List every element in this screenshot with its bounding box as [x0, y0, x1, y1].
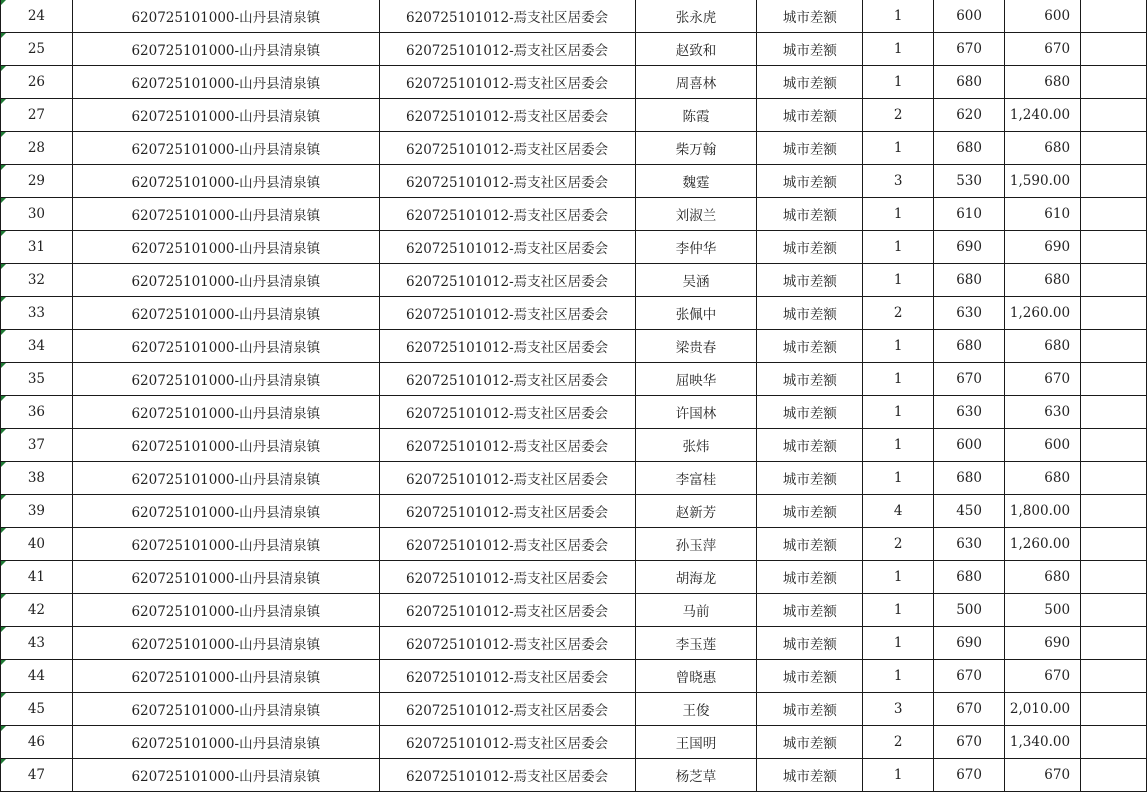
cell-town[interactable]: 620725101000-山丹县清泉镇 [72, 264, 379, 297]
cell-town[interactable]: 620725101000-山丹县清泉镇 [72, 495, 379, 528]
cell-seq[interactable] [1, 66, 73, 99]
cell-total[interactable]: 680 [1005, 330, 1081, 363]
cell-standard[interactable]: 630 [934, 528, 1005, 561]
cell-village[interactable]: 620725101012-焉支社区居委会 [379, 297, 635, 330]
cell-total[interactable]: 690 [1005, 231, 1081, 264]
cell-name[interactable]: 张永虎 [635, 0, 757, 33]
cell-name[interactable]: 魏霆 [635, 165, 757, 198]
error-indicator-icon [1, 330, 6, 335]
cell-village[interactable]: 620725101012-焉支社区居委会 [379, 396, 635, 429]
cell-village[interactable]: 620725101012-焉支社区居委会 [379, 0, 635, 33]
cell-name[interactable]: 柴万翰 [635, 132, 757, 165]
cell-village[interactable]: 620725101012-焉支社区居委会 [379, 594, 635, 627]
cell-standard[interactable]: 690 [934, 231, 1005, 264]
cell-empty[interactable] [1081, 165, 1147, 198]
cell-town[interactable]: 620725101000-山丹县清泉镇 [72, 132, 379, 165]
table-row [1, 363, 1147, 396]
cell-seq[interactable] [1, 33, 73, 66]
cell-empty[interactable] [1081, 99, 1147, 132]
table-row [1, 627, 1147, 660]
cell-total[interactable]: 2,010.00 [1005, 693, 1081, 726]
cell-town[interactable]: 620725101000-山丹县清泉镇 [72, 594, 379, 627]
cell-empty[interactable] [1081, 264, 1147, 297]
table-row [1, 0, 1147, 33]
cell-type[interactable]: 城市差额 [757, 264, 863, 297]
error-indicator-icon [1, 627, 6, 632]
cell-seq[interactable] [1, 495, 73, 528]
cell-empty[interactable] [1081, 726, 1147, 759]
table-row [1, 528, 1147, 561]
cell-people[interactable]: 2 [863, 726, 934, 759]
cell-empty[interactable] [1081, 330, 1147, 363]
table-row [1, 33, 1147, 66]
error-indicator-icon [1, 660, 6, 665]
cell-seq[interactable] [1, 165, 73, 198]
cell-standard[interactable]: 670 [934, 660, 1005, 693]
cell-name[interactable]: 胡海龙 [635, 561, 757, 594]
error-indicator-icon [1, 396, 6, 401]
cell-people[interactable]: 1 [863, 330, 934, 363]
table-row [1, 132, 1147, 165]
cell-people[interactable]: 1 [863, 66, 934, 99]
cell-town[interactable]: 620725101000-山丹县清泉镇 [72, 627, 379, 660]
cell-total[interactable]: 670 [1005, 759, 1081, 792]
cell-village[interactable]: 620725101012-焉支社区居委会 [379, 165, 635, 198]
cell-village[interactable]: 620725101012-焉支社区居委会 [379, 561, 635, 594]
cell-seq[interactable] [1, 627, 73, 660]
cell-seq-text: 42 [27, 602, 46, 618]
cell-standard[interactable]: 670 [934, 726, 1005, 759]
cell-village[interactable]: 620725101012-焉支社区居委会 [379, 693, 635, 726]
cell-people[interactable]: 1 [863, 660, 934, 693]
cell-total[interactable]: 670 [1005, 660, 1081, 693]
cell-seq[interactable] [1, 726, 73, 759]
cell-village[interactable]: 620725101012-焉支社区居委会 [379, 528, 635, 561]
table-row [1, 495, 1147, 528]
cell-village[interactable]: 620725101012-焉支社区居委会 [379, 264, 635, 297]
cell-total[interactable]: 1,590.00 [1005, 165, 1081, 198]
cell-total[interactable]: 600 [1005, 0, 1081, 33]
cell-seq[interactable] [1, 231, 73, 264]
table-row [1, 396, 1147, 429]
cell-village[interactable]: 620725101012-焉支社区居委会 [379, 99, 635, 132]
cell-village[interactable]: 620725101012-焉支社区居委会 [379, 627, 635, 660]
cell-village[interactable]: 620725101012-焉支社区居委会 [379, 198, 635, 231]
cell-standard[interactable]: 680 [934, 561, 1005, 594]
cell-type[interactable]: 城市差额 [757, 693, 863, 726]
cell-town[interactable]: 620725101000-山丹县清泉镇 [72, 99, 379, 132]
cell-village[interactable]: 620725101012-焉支社区居委会 [379, 330, 635, 363]
cell-type[interactable]: 城市差额 [757, 33, 863, 66]
error-indicator-icon [1, 462, 6, 467]
cell-name[interactable]: 赵致和 [635, 33, 757, 66]
cell-type[interactable]: 城市差额 [757, 429, 863, 462]
cell-town[interactable]: 620725101000-山丹县清泉镇 [72, 396, 379, 429]
cell-type[interactable]: 城市差额 [757, 198, 863, 231]
cell-village[interactable]: 620725101012-焉支社区居委会 [379, 66, 635, 99]
cell-seq-text: 27 [27, 107, 46, 123]
cell-empty[interactable] [1081, 231, 1147, 264]
cell-type[interactable]: 城市差额 [757, 396, 863, 429]
cell-standard[interactable]: 670 [934, 693, 1005, 726]
cell-people[interactable]: 1 [863, 264, 934, 297]
cell-name[interactable]: 许国林 [635, 396, 757, 429]
error-indicator-icon [1, 231, 6, 236]
cell-seq-text: 26 [27, 74, 46, 90]
cell-standard[interactable]: 680 [934, 330, 1005, 363]
cell-seq-text: 32 [27, 272, 46, 288]
cell-total[interactable]: 1,340.00 [1005, 726, 1081, 759]
cell-people[interactable]: 1 [863, 198, 934, 231]
cell-people[interactable]: 1 [863, 132, 934, 165]
error-indicator-icon [1, 594, 6, 599]
cell-village[interactable]: 620725101012-焉支社区居委会 [379, 132, 635, 165]
cell-name[interactable]: 赵新芳 [635, 495, 757, 528]
cell-seq[interactable] [1, 330, 73, 363]
cell-empty[interactable] [1081, 132, 1147, 165]
cell-type[interactable]: 城市差额 [757, 99, 863, 132]
table-row [1, 561, 1147, 594]
cell-total[interactable]: 630 [1005, 396, 1081, 429]
error-indicator-icon [1, 693, 6, 698]
error-indicator-icon [1, 429, 6, 434]
table-row [1, 198, 1147, 231]
cell-empty[interactable] [1081, 297, 1147, 330]
cell-town[interactable]: 620725101000-山丹县清泉镇 [72, 330, 379, 363]
cell-people[interactable]: 1 [863, 429, 934, 462]
cell-empty[interactable] [1081, 33, 1147, 66]
cell-type[interactable]: 城市差额 [757, 231, 863, 264]
cell-type[interactable]: 城市差额 [757, 0, 863, 33]
cell-seq-text: 37 [27, 437, 46, 453]
cell-people[interactable]: 4 [863, 495, 934, 528]
cell-seq[interactable] [1, 264, 73, 297]
cell-seq[interactable] [1, 0, 73, 33]
cell-name[interactable]: 刘淑兰 [635, 198, 757, 231]
cell-seq[interactable] [1, 396, 73, 429]
cell-name[interactable]: 梁贵春 [635, 330, 757, 363]
cell-empty[interactable] [1081, 759, 1147, 792]
cell-village[interactable]: 620725101012-焉支社区居委会 [379, 462, 635, 495]
cell-seq-text: 44 [27, 668, 46, 684]
error-indicator-icon [1, 0, 6, 5]
cell-seq-text: 35 [27, 371, 46, 387]
cell-empty[interactable] [1081, 66, 1147, 99]
cell-standard[interactable]: 620 [934, 99, 1005, 132]
cell-empty[interactable] [1081, 561, 1147, 594]
cell-seq-text: 39 [27, 503, 46, 519]
error-indicator-icon [1, 495, 6, 500]
table-row [1, 429, 1147, 462]
cell-seq-text: 47 [27, 767, 46, 783]
cell-seq-text: 43 [27, 635, 46, 651]
cell-standard[interactable]: 680 [934, 462, 1005, 495]
cell-village[interactable]: 620725101012-焉支社区居委会 [379, 33, 635, 66]
cell-total[interactable]: 680 [1005, 132, 1081, 165]
cell-total[interactable]: 680 [1005, 462, 1081, 495]
cell-people[interactable]: 1 [863, 0, 934, 33]
table-row [1, 99, 1147, 132]
cell-type[interactable]: 城市差额 [757, 528, 863, 561]
cell-type[interactable]: 城市差额 [757, 627, 863, 660]
cell-name[interactable]: 李仲华 [635, 231, 757, 264]
cell-people[interactable]: 1 [863, 33, 934, 66]
cell-name[interactable]: 屈映华 [635, 363, 757, 396]
error-indicator-icon [1, 132, 6, 137]
cell-village[interactable]: 620725101012-焉支社区居委会 [379, 363, 635, 396]
cell-total[interactable]: 680 [1005, 561, 1081, 594]
error-indicator-icon [1, 759, 6, 764]
error-indicator-icon [1, 528, 6, 533]
cell-town[interactable]: 620725101000-山丹县清泉镇 [72, 726, 379, 759]
cell-type[interactable]: 城市差额 [757, 561, 863, 594]
cell-standard[interactable]: 450 [934, 495, 1005, 528]
error-indicator-icon [1, 264, 6, 269]
cell-standard[interactable]: 500 [934, 594, 1005, 627]
cell-people[interactable]: 3 [863, 165, 934, 198]
cell-seq[interactable] [1, 363, 73, 396]
cell-seq-text: 24 [27, 8, 46, 24]
cell-standard[interactable]: 530 [934, 165, 1005, 198]
cell-seq[interactable] [1, 462, 73, 495]
cell-total[interactable]: 680 [1005, 66, 1081, 99]
error-indicator-icon [1, 726, 6, 731]
cell-standard[interactable]: 630 [934, 396, 1005, 429]
table-row [1, 660, 1147, 693]
cell-standard[interactable]: 600 [934, 0, 1005, 33]
table-row [1, 297, 1147, 330]
cell-seq-text: 36 [27, 404, 46, 420]
table-row [1, 759, 1147, 792]
cell-name[interactable]: 李富桂 [635, 462, 757, 495]
cell-seq-text: 30 [27, 206, 46, 222]
cell-empty[interactable] [1081, 528, 1147, 561]
cell-type[interactable]: 城市差额 [757, 594, 863, 627]
cell-standard[interactable]: 670 [934, 363, 1005, 396]
cell-type[interactable]: 城市差额 [757, 495, 863, 528]
cell-total[interactable]: 1,800.00 [1005, 495, 1081, 528]
cell-standard[interactable]: 670 [934, 759, 1005, 792]
cell-seq-text: 38 [27, 470, 46, 486]
table-row [1, 165, 1147, 198]
cell-empty[interactable] [1081, 462, 1147, 495]
cell-people[interactable]: 1 [863, 363, 934, 396]
error-indicator-icon [1, 66, 6, 71]
cell-seq[interactable] [1, 594, 73, 627]
cell-type[interactable]: 城市差额 [757, 132, 863, 165]
cell-standard[interactable]: 680 [934, 264, 1005, 297]
cell-seq-text: 28 [27, 140, 46, 156]
table-row [1, 264, 1147, 297]
cell-village[interactable]: 620725101012-焉支社区居委会 [379, 231, 635, 264]
cell-type[interactable]: 城市差额 [757, 660, 863, 693]
cell-people[interactable]: 3 [863, 693, 934, 726]
cell-total[interactable]: 1,240.00 [1005, 99, 1081, 132]
cell-town[interactable]: 620725101000-山丹县清泉镇 [72, 363, 379, 396]
cell-type[interactable]: 城市差额 [757, 462, 863, 495]
cell-people[interactable]: 1 [863, 231, 934, 264]
cell-seq[interactable] [1, 429, 73, 462]
cell-type[interactable]: 城市差额 [757, 330, 863, 363]
cell-people[interactable]: 1 [863, 396, 934, 429]
cell-village[interactable]: 620725101012-焉支社区居委会 [379, 495, 635, 528]
cell-town[interactable]: 620725101000-山丹县清泉镇 [72, 231, 379, 264]
cell-total[interactable]: 670 [1005, 363, 1081, 396]
cell-total[interactable]: 1,260.00 [1005, 297, 1081, 330]
cell-standard[interactable]: 680 [934, 66, 1005, 99]
cell-total[interactable]: 500 [1005, 594, 1081, 627]
cell-people[interactable]: 1 [863, 759, 934, 792]
cell-name[interactable]: 周喜林 [635, 66, 757, 99]
cell-seq[interactable] [1, 759, 73, 792]
cell-type[interactable]: 城市差额 [757, 363, 863, 396]
cell-people[interactable]: 2 [863, 99, 934, 132]
cell-standard[interactable]: 680 [934, 132, 1005, 165]
cell-town[interactable]: 620725101000-山丹县清泉镇 [72, 429, 379, 462]
cell-village[interactable]: 620725101012-焉支社区居委会 [379, 726, 635, 759]
table-row [1, 462, 1147, 495]
cell-empty[interactable] [1081, 495, 1147, 528]
cell-seq[interactable] [1, 99, 73, 132]
cell-town[interactable]: 620725101000-山丹县清泉镇 [72, 297, 379, 330]
cell-name[interactable]: 吴涵 [635, 264, 757, 297]
cell-name[interactable]: 张佩中 [635, 297, 757, 330]
error-indicator-icon [1, 33, 6, 38]
cell-name[interactable]: 孙玉萍 [635, 528, 757, 561]
cell-seq-text: 29 [27, 173, 46, 189]
table-row [1, 330, 1147, 363]
cell-seq-text: 40 [27, 536, 46, 552]
cell-standard[interactable]: 610 [934, 198, 1005, 231]
cell-seq-text: 41 [27, 569, 46, 585]
cell-town[interactable]: 620725101000-山丹县清泉镇 [72, 33, 379, 66]
error-indicator-icon [1, 99, 6, 104]
cell-empty[interactable] [1081, 429, 1147, 462]
cell-seq[interactable] [1, 132, 73, 165]
cell-people[interactable]: 1 [863, 627, 934, 660]
table-row [1, 594, 1147, 627]
cell-total[interactable]: 680 [1005, 264, 1081, 297]
cell-seq[interactable] [1, 297, 73, 330]
cell-total[interactable]: 690 [1005, 627, 1081, 660]
cell-seq[interactable] [1, 693, 73, 726]
cell-empty[interactable] [1081, 693, 1147, 726]
cell-type[interactable]: 城市差额 [757, 726, 863, 759]
cell-name[interactable]: 陈霞 [635, 99, 757, 132]
cell-village[interactable]: 620725101012-焉支社区居委会 [379, 759, 635, 792]
cell-name[interactable]: 王国明 [635, 726, 757, 759]
table-row [1, 231, 1147, 264]
cell-total[interactable]: 670 [1005, 33, 1081, 66]
cell-people[interactable]: 2 [863, 528, 934, 561]
cell-people[interactable]: 1 [863, 462, 934, 495]
table-row [1, 66, 1147, 99]
cell-town[interactable]: 620725101000-山丹县清泉镇 [72, 165, 379, 198]
error-indicator-icon [1, 363, 6, 368]
cell-seq[interactable] [1, 561, 73, 594]
cell-empty[interactable] [1081, 363, 1147, 396]
cell-standard[interactable]: 630 [934, 297, 1005, 330]
cell-village[interactable]: 620725101012-焉支社区居委会 [379, 429, 635, 462]
cell-town[interactable]: 620725101000-山丹县清泉镇 [72, 660, 379, 693]
cell-people[interactable]: 1 [863, 561, 934, 594]
cell-standard[interactable]: 670 [934, 33, 1005, 66]
cell-empty[interactable] [1081, 0, 1147, 33]
cell-seq[interactable] [1, 198, 73, 231]
cell-name[interactable]: 王俊 [635, 693, 757, 726]
error-indicator-icon [1, 165, 6, 170]
cell-seq-text: 31 [27, 239, 46, 255]
table-body [1, 0, 1147, 792]
cell-seq[interactable] [1, 528, 73, 561]
cell-seq-text: 33 [27, 305, 46, 321]
cell-village[interactable]: 620725101012-焉支社区居委会 [379, 660, 635, 693]
cell-empty[interactable] [1081, 198, 1147, 231]
cell-name[interactable]: 马前 [635, 594, 757, 627]
error-indicator-icon [1, 561, 6, 566]
cell-people[interactable]: 1 [863, 594, 934, 627]
cell-type[interactable]: 城市差额 [757, 759, 863, 792]
error-indicator-icon [1, 297, 6, 302]
cell-empty[interactable] [1081, 594, 1147, 627]
cell-town[interactable]: 620725101000-山丹县清泉镇 [72, 198, 379, 231]
cell-total[interactable]: 600 [1005, 429, 1081, 462]
cell-seq-text: 45 [27, 701, 46, 717]
cell-seq[interactable] [1, 660, 73, 693]
cell-name[interactable]: 杨芝草 [635, 759, 757, 792]
cell-people[interactable]: 2 [863, 297, 934, 330]
cell-name[interactable]: 曾晓惠 [635, 660, 757, 693]
cell-empty[interactable] [1081, 627, 1147, 660]
cell-standard[interactable]: 690 [934, 627, 1005, 660]
cell-seq-text: 34 [27, 338, 46, 354]
cell-town[interactable]: 620725101000-山丹县清泉镇 [72, 0, 379, 33]
cell-name[interactable]: 李玉莲 [635, 627, 757, 660]
cell-town[interactable]: 620725101000-山丹县清泉镇 [72, 561, 379, 594]
cell-name[interactable]: 张炜 [635, 429, 757, 462]
cell-type[interactable]: 城市差额 [757, 66, 863, 99]
cell-empty[interactable] [1081, 660, 1147, 693]
cell-empty[interactable] [1081, 396, 1147, 429]
cell-town[interactable]: 620725101000-山丹县清泉镇 [72, 528, 379, 561]
table-row [1, 693, 1147, 726]
cell-total[interactable]: 610 [1005, 198, 1081, 231]
cell-town[interactable]: 620725101000-山丹县清泉镇 [72, 462, 379, 495]
error-indicator-icon [1, 198, 6, 203]
cell-type[interactable]: 城市差额 [757, 297, 863, 330]
cell-seq-text: 25 [27, 41, 46, 57]
cell-standard[interactable]: 600 [934, 429, 1005, 462]
cell-town[interactable]: 620725101000-山丹县清泉镇 [72, 693, 379, 726]
cell-total[interactable]: 1,260.00 [1005, 528, 1081, 561]
cell-town[interactable]: 620725101000-山丹县清泉镇 [72, 759, 379, 792]
cell-seq-text: 46 [27, 734, 46, 750]
table-row [1, 726, 1147, 759]
cell-type[interactable]: 城市差额 [757, 165, 863, 198]
cell-town[interactable]: 620725101000-山丹县清泉镇 [72, 66, 379, 99]
